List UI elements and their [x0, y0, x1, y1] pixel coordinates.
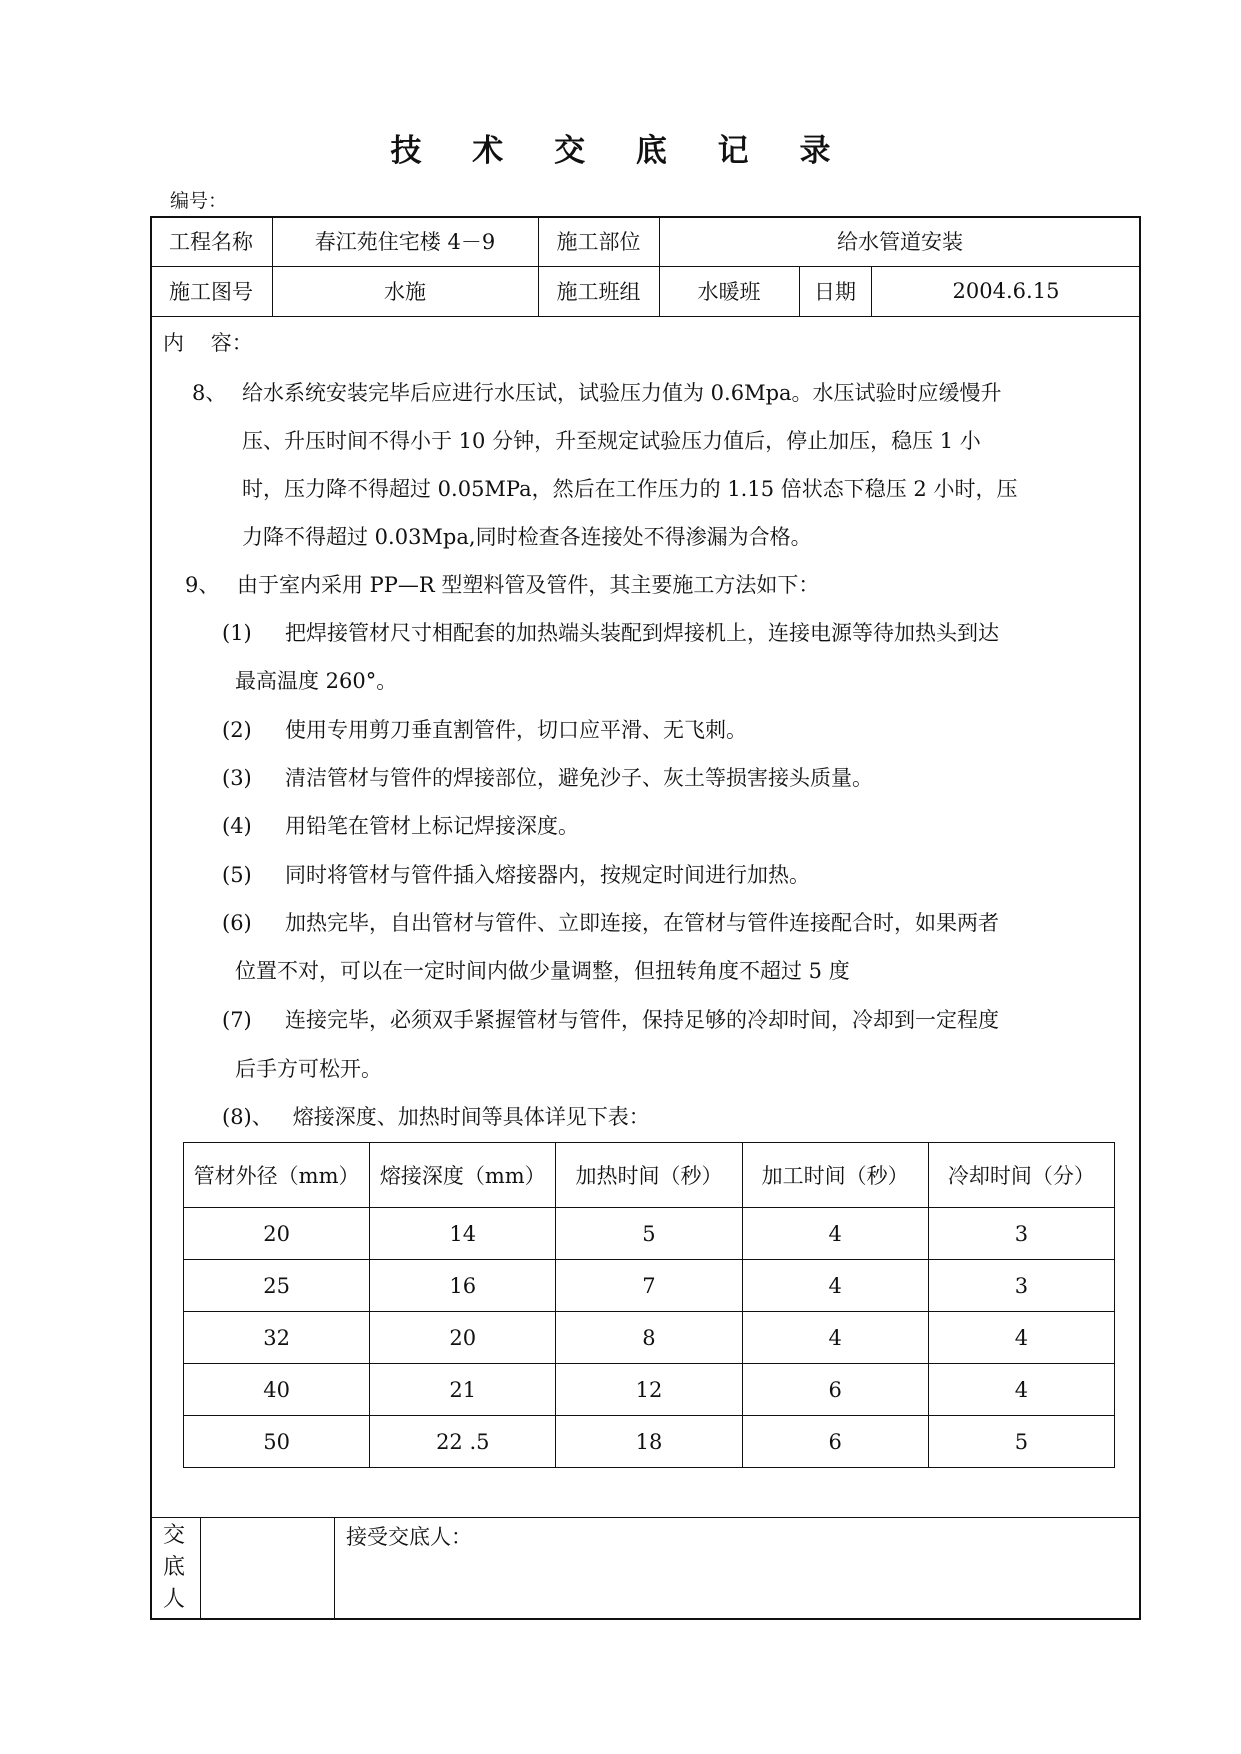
fusion-parameters-table — [183, 1142, 1115, 1468]
document-title: 技 术 交 底 记 录 — [390, 133, 851, 169]
step-text: 清洁管材与管件的焊接部位，避免沙子、灰土等损害接头质量。 — [285, 766, 873, 790]
step-text: 连接完毕，必须双手紧握管材与管件，保持足够的冷却时间，冷却到一定程度 — [285, 1008, 999, 1032]
table-cell: 8 — [556, 1312, 742, 1364]
code-label: 编号： — [170, 190, 228, 212]
table-row — [184, 1208, 1115, 1260]
table-cell: 40 — [184, 1364, 370, 1416]
table-cell: 3 — [928, 1260, 1114, 1312]
table-cell: 20 — [184, 1208, 370, 1260]
step-number: (3) — [222, 766, 252, 790]
footer-col-divider — [334, 1517, 335, 1620]
column-header: 加工时间（秒） — [742, 1143, 928, 1208]
table-cell: 14 — [370, 1208, 556, 1260]
footer-divider — [150, 1517, 1141, 1518]
item-8-number: 8、 — [192, 381, 227, 405]
column-header: 冷却时间（分） — [928, 1143, 1114, 1208]
table-cell: 50 — [184, 1416, 370, 1468]
table-header-row — [184, 1143, 1115, 1208]
project-name-label: 工程名称 — [169, 230, 253, 254]
table-row — [184, 1364, 1115, 1416]
item-8-line: 给水系统安装完毕后应进行水压试，试验压力值为 0.6Mpa。水压试验时应缓慢升 — [242, 381, 1002, 405]
handover-label-char: 底 — [162, 1555, 185, 1580]
step-number: (1) — [222, 621, 252, 645]
table-row — [184, 1312, 1115, 1364]
table-cell: 20 — [370, 1312, 556, 1364]
drawing-no-value: 水施 — [384, 280, 426, 304]
receiver-label: 接受交底人： — [346, 1525, 472, 1549]
table-cell: 4 — [742, 1208, 928, 1260]
item-9-number: 9、 — [185, 573, 220, 597]
step-text: 把焊接管材尺寸相配套的加热端头装配到焊接机上，连接电源等待加热头到达 — [285, 621, 999, 645]
table-row — [184, 1260, 1115, 1312]
step-text: 用铅笔在管材上标记焊接深度。 — [285, 814, 579, 838]
team-label: 施工班组 — [556, 280, 641, 304]
table-cell: 25 — [184, 1260, 370, 1312]
step-number: (6) — [222, 911, 252, 935]
step-8-text: (8)、 熔接深度、加热时间等具体详见下表： — [222, 1105, 650, 1129]
date-label: 日期 — [814, 280, 856, 304]
date-value: 2004.6.15 — [952, 279, 1060, 303]
item-9-text: 由于室内采用 PP—R 型塑料管及管件，其主要施工方法如下： — [237, 573, 820, 597]
table-cell: 4 — [928, 1364, 1114, 1416]
step-number: (7) — [222, 1008, 252, 1032]
table-cell: 4 — [742, 1260, 928, 1312]
table-cell: 22 .5 — [370, 1416, 556, 1468]
table-cell: 5 — [556, 1208, 742, 1260]
table-cell: 18 — [556, 1416, 742, 1468]
table-cell: 16 — [370, 1260, 556, 1312]
footer-col-divider — [200, 1517, 201, 1620]
step-number: (4) — [222, 814, 252, 838]
table-cell: 6 — [742, 1364, 928, 1416]
step-number: (2) — [222, 718, 252, 742]
table-cell: 4 — [742, 1312, 928, 1364]
item-8-line: 时，压力降不得超过 0.05MPa，然后在工作压力的 1.15 倍状态下稳压 2 小时，压 — [242, 477, 1018, 501]
location-value: 给水管道安装 — [837, 230, 963, 254]
step-text: 加热完毕，自出管材与管件、立即连接，在管材与管件连接配合时，如果两者 — [285, 911, 999, 935]
column-header: 熔接深度（mm） — [370, 1143, 556, 1208]
item-8-line: 力降不得超过 0.03Mpa,同时检查各连接处不得渗漏为合格。 — [242, 525, 812, 549]
item-8-line: 压、升压时间不得小于 10 分钟，升至规定试验压力值后，停止加压，稳压 1 小 — [242, 429, 981, 453]
table-cell: 3 — [928, 1208, 1114, 1260]
step-text: 使用专用剪刀垂直割管件，切口应平滑、无飞刺。 — [285, 718, 747, 742]
table-cell: 32 — [184, 1312, 370, 1364]
table-row — [184, 1416, 1115, 1468]
location-label: 施工部位 — [556, 230, 641, 254]
drawing-no-label: 施工图号 — [169, 280, 253, 304]
table-cell: 12 — [556, 1364, 742, 1416]
step-number: (5) — [222, 863, 252, 887]
handover-label-char: 人 — [162, 1587, 185, 1612]
step-text: 最高温度 260°。 — [235, 669, 398, 693]
table-cell: 7 — [556, 1260, 742, 1312]
content-label: 内 容： — [163, 331, 253, 355]
column-header: 加热时间（秒） — [556, 1143, 742, 1208]
step-text: 后手方可松开。 — [235, 1057, 382, 1081]
table-cell: 4 — [928, 1312, 1114, 1364]
table-cell: 6 — [742, 1416, 928, 1468]
table-cell: 5 — [928, 1416, 1114, 1468]
header-bottom-divider — [150, 316, 1141, 317]
handover-label-char: 交 — [162, 1523, 185, 1548]
step-text: 位置不对，可以在一定时间内做少量调整，但扭转角度不超过 5 度 — [235, 959, 850, 983]
table-cell: 21 — [370, 1364, 556, 1416]
project-name-value: 春江苑住宅楼 4－9 — [314, 230, 496, 254]
step-text: 同时将管材与管件插入熔接器内，按规定时间进行加热。 — [285, 863, 810, 887]
column-header: 管材外径（mm） — [184, 1143, 370, 1208]
team-value: 水暖班 — [697, 280, 761, 304]
